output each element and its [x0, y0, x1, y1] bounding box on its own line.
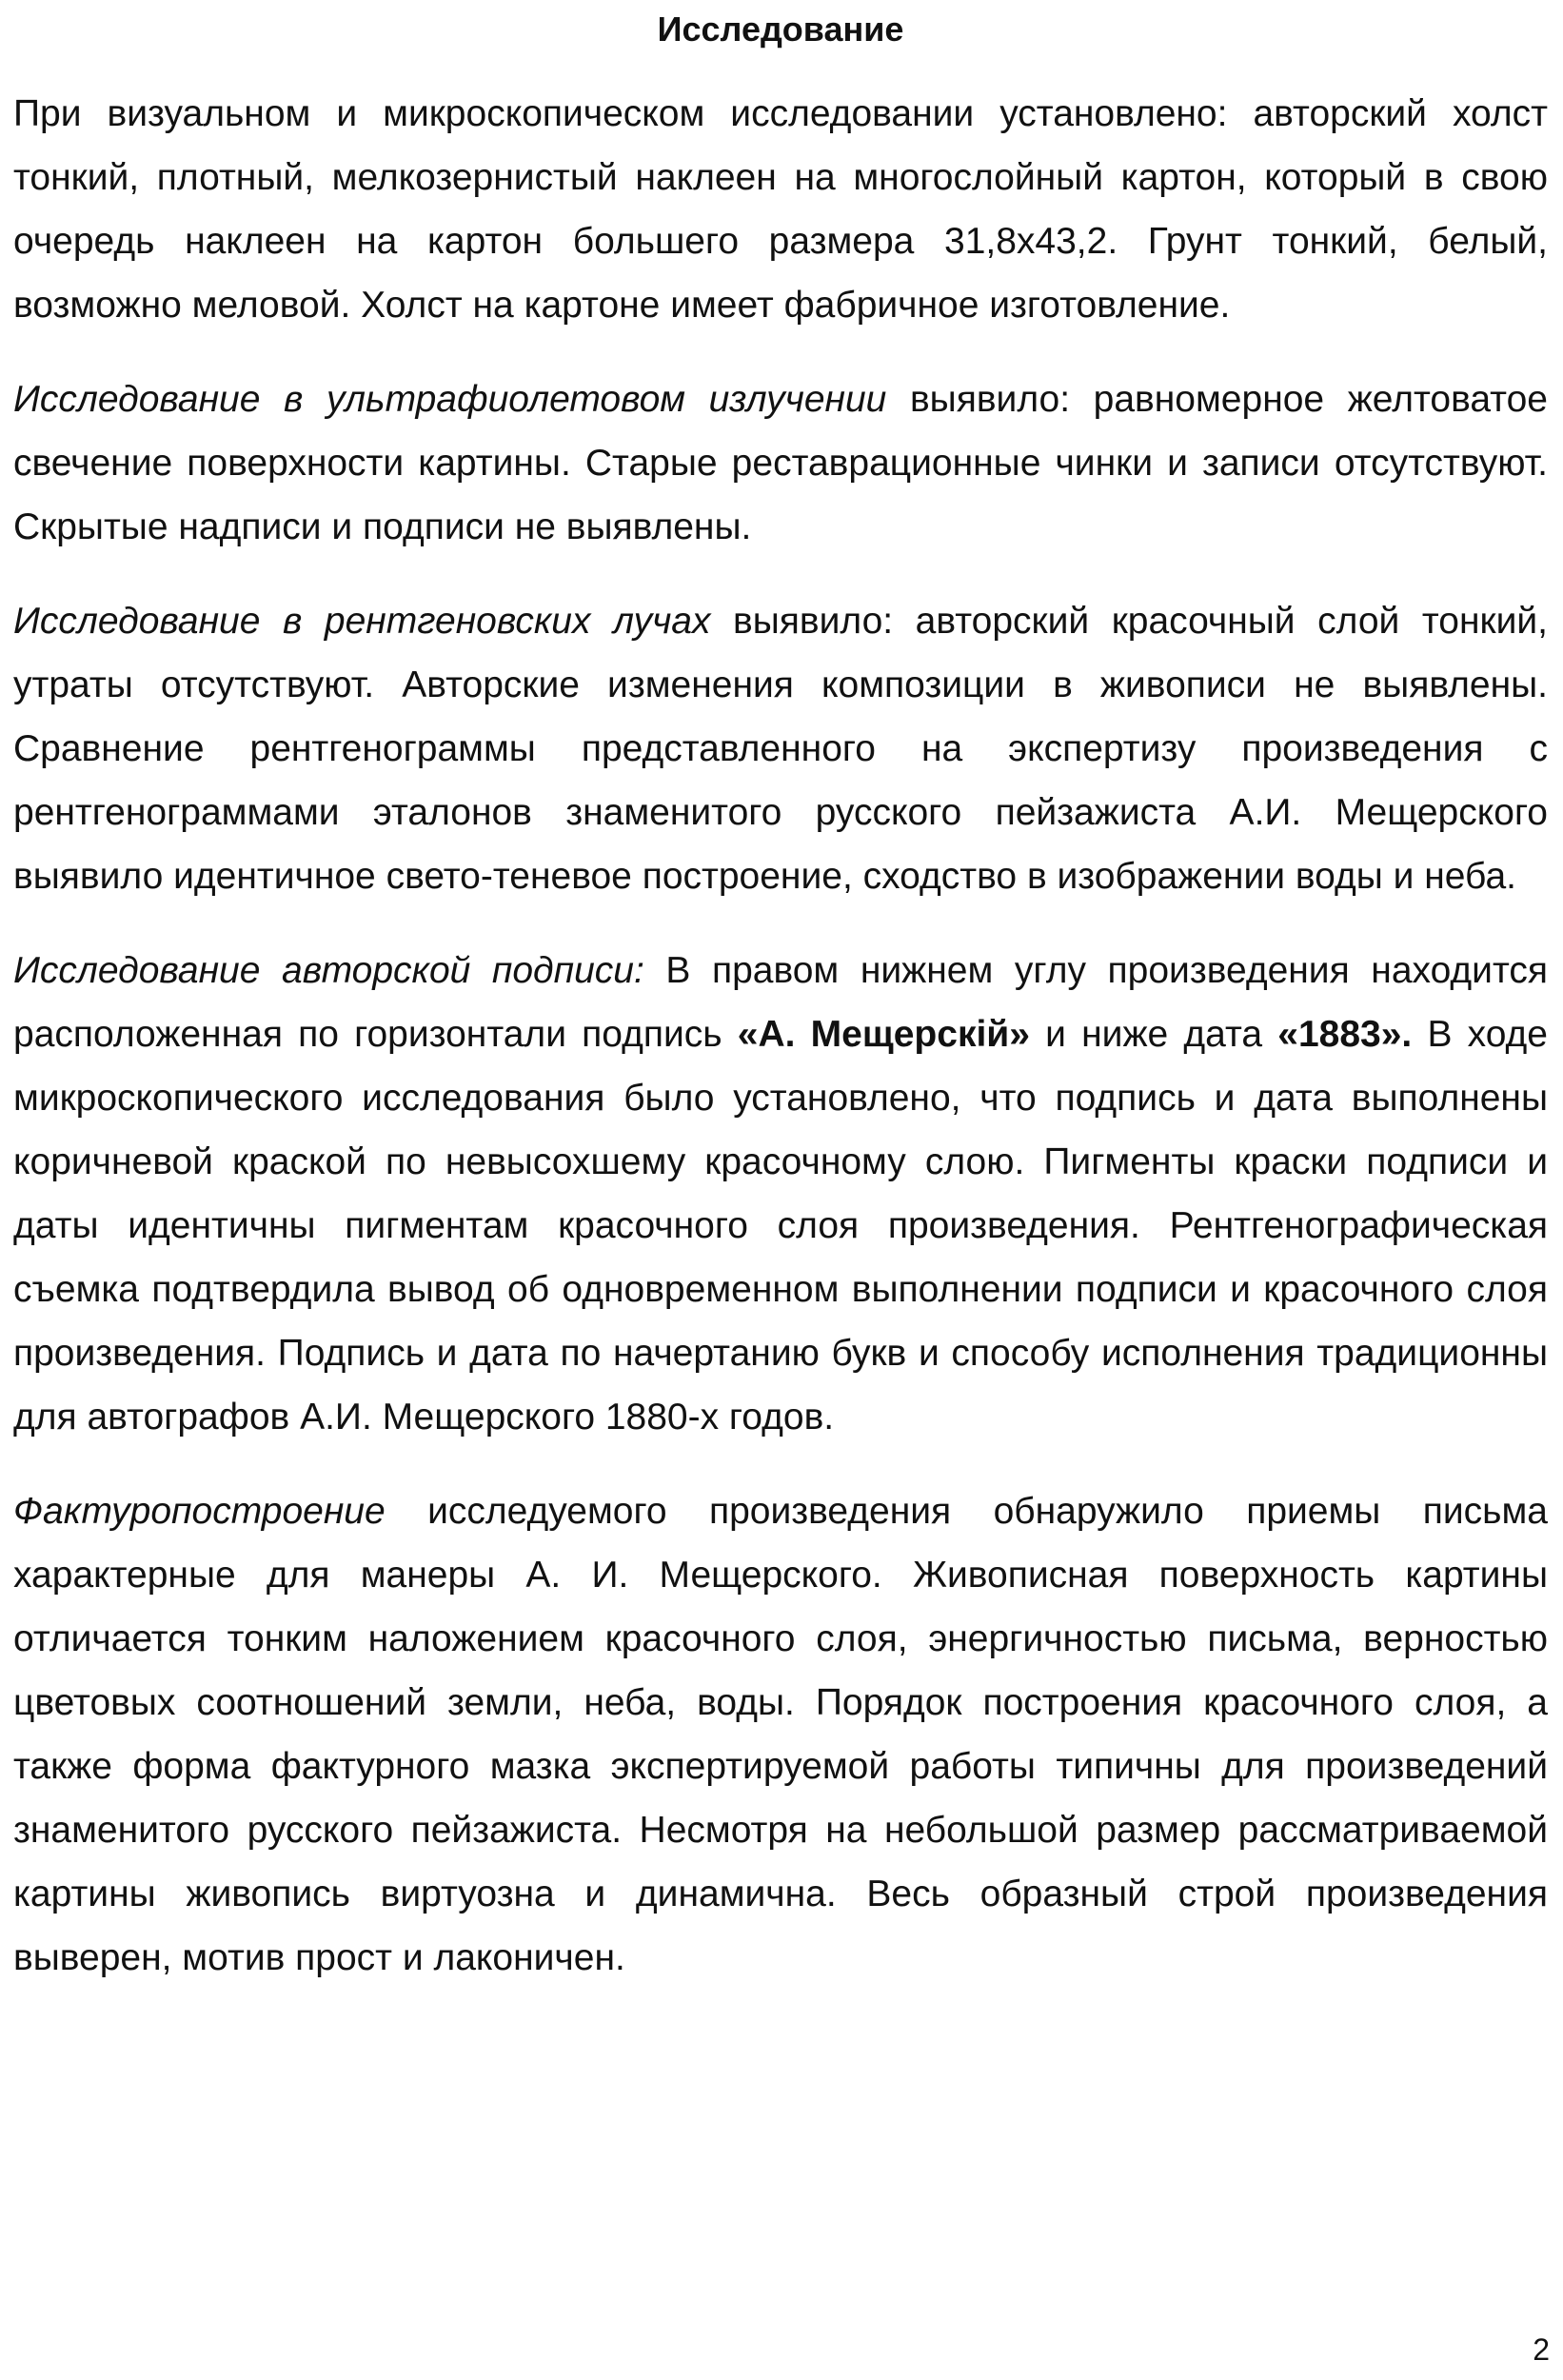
signature-date: «1883».	[1277, 1014, 1413, 1055]
paragraph-uv-examination	[13, 367, 1548, 559]
paragraph-texture-analysis	[13, 1479, 1548, 1990]
xray-examination-heading: Исследование в рентгеновских лучах	[13, 601, 711, 642]
texture-analysis-heading: Фактуропостроение	[13, 1491, 386, 1532]
signature-text-part-3: В ходе микроскопического исследования было установлено, что подпись и дата выполнены коричневой краской по невысохшему красочному слою. Пигменты краски подписи и даты идентичны пигментам красочного слоя произведения. Рентгенографическая съемка подтвердила вывод об одновременном выполнении подписи и красочного слоя произведения. Подпись и дата по начертанию букв и способу исполнения традиционны для автографов А.И. Мещерского 1880-х годов.	[13, 1014, 1548, 1438]
paragraph-visual-examination	[13, 82, 1548, 337]
uv-examination-text: выявило: равномерное желтоватое свечение поверхности картины. Старые реставрационные чинки и записи отсутствуют. Скрытые надписи и подписи не выявлены.	[13, 379, 1548, 547]
visual-examination-text: При визуальном и микроскопическом исследовании установлено: авторский холст тонкий, плотный, мелкозернистый наклеен на многослойный картон, который в свою очередь наклеен на картон большего размера 31,8х43,2. Грунт тонкий, белый, возможно меловой. Холст на картоне имеет фабричное изготовление.	[13, 93, 1548, 326]
signature-text-part-2: и ниже дата	[1029, 1014, 1278, 1055]
xray-examination-text: выявило: авторский красочный слой тонкий, утраты отсутствуют. Авторские изменения композиции в живописи не выявлены. Сравнение рентгенограммы представленного на экспертизу произведения с рентгенограммами эталонов знаменитого русского пейзажиста А.И. Мещерского выявило идентичное свето-теневое построение, сходство в изображении воды и неба.	[13, 601, 1548, 897]
signature-quote: «А. Мещерскiй»	[737, 1014, 1030, 1055]
page-number: 2	[1533, 2332, 1550, 2367]
uv-examination-heading: Исследование в ультрафиолетовом излучении	[13, 379, 887, 420]
document-page	[13, 0, 1548, 2020]
texture-analysis-text: исследуемого произведения обнаружило приемы письма характерные для манеры А. И. Мещерского. Живописная поверхность картины отличается тонким наложением красочного слоя, энергичностью письма, верностью цветовых соотношений земли, неба, воды. Порядок построения красочного слоя, а также форма фактурного мазка экспертируемой работы типичны для произведений знаменитого русского пейзажиста. Несмотря на небольшой размер рассматриваемой картины живопись виртуозна и динамична. Весь образный строй произведения выверен, мотив прост и лаконичен.	[13, 1491, 1548, 1978]
signature-text-part-1: В правом нижнем углу произведения находится расположенная по горизонтали подпись	[13, 950, 1548, 1055]
paragraph-xray-examination	[13, 589, 1548, 908]
paragraph-signature-examination	[13, 939, 1548, 1449]
page-title: Исследование	[657, 10, 904, 49]
signature-examination-heading: Исследование авторской подписи:	[13, 950, 644, 991]
